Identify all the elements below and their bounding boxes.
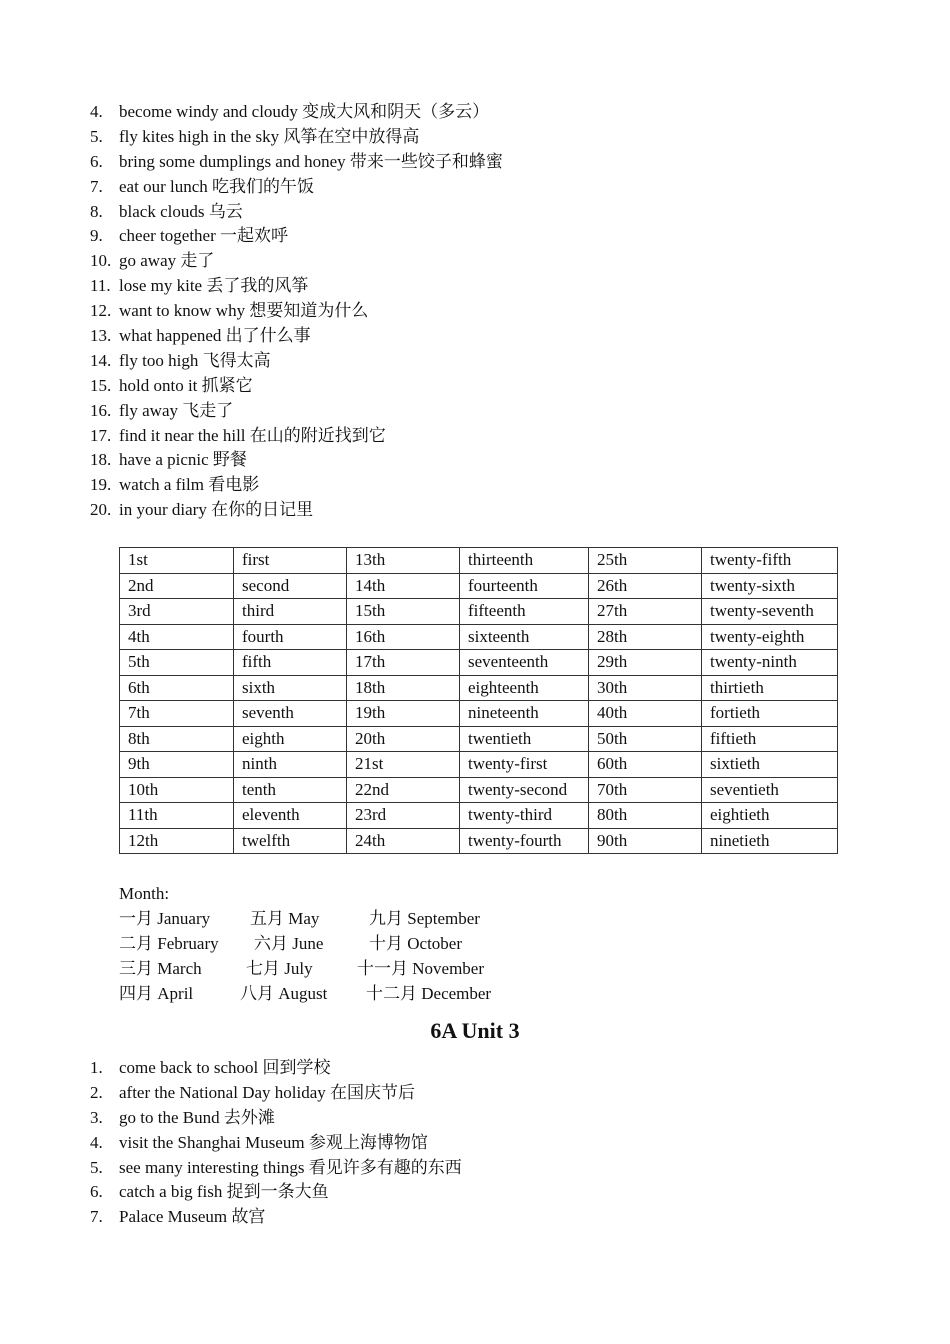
list-item	[90, 424, 503, 449]
table-cell: fifteenth	[460, 599, 589, 625]
table-cell: 6th	[120, 675, 234, 701]
item-number: 14.	[90, 350, 112, 370]
item-text: become windy and cloudy 变成大风和阴天（多云）	[119, 102, 490, 121]
month-entry: 三月 March	[119, 959, 202, 978]
table-cell: 26th	[589, 573, 702, 599]
item-text: black clouds 乌云	[119, 201, 243, 221]
table-cell: sixth	[234, 675, 347, 701]
table-row	[120, 650, 838, 676]
item-number: 7.	[90, 176, 103, 196]
table-cell: sixteenth	[460, 624, 589, 650]
list-item	[90, 1180, 462, 1205]
month-entry: 一月 January	[119, 909, 211, 928]
item-text: go away 走了	[119, 251, 215, 271]
month-entry: 九月 September	[369, 909, 480, 928]
month-entry: 十月 October	[369, 934, 463, 953]
table-cell: 90th	[589, 828, 702, 854]
table-cell: 24th	[347, 828, 460, 854]
item-text: hold onto it 抓紧它	[119, 375, 253, 395]
table-cell: 10th	[120, 777, 234, 803]
item-number: 10.	[90, 251, 112, 271]
item-text: come back to school 回到学校	[119, 1058, 331, 1077]
list-item	[90, 1081, 462, 1106]
month-entry: 八月 August	[240, 984, 328, 1003]
table-cell: third	[234, 599, 347, 625]
month-entry: 六月 June	[254, 934, 324, 953]
table-cell: fifth	[234, 650, 347, 676]
table-cell: 19th	[347, 701, 460, 727]
item-text: eat our lunch 吃我们的午饭	[119, 176, 314, 196]
table-cell: fiftieth	[702, 726, 838, 752]
table-row	[120, 752, 838, 778]
table-cell: 22nd	[347, 777, 460, 803]
item-text: see many interesting things 看见许多有趣的东西	[119, 1157, 462, 1177]
table-cell: 80th	[589, 803, 702, 829]
table-row	[120, 599, 838, 625]
table-cell: twenty-second	[460, 777, 589, 803]
table-cell: 15th	[347, 599, 460, 625]
table-cell: fourteenth	[460, 573, 589, 599]
table-cell: nineteenth	[460, 701, 589, 727]
list-item	[90, 374, 503, 399]
item-text: after the National Day holiday 在国庆节后	[119, 1082, 416, 1102]
table-cell: twenty-seventh	[702, 599, 838, 625]
table-cell: eightieth	[702, 803, 838, 829]
item-text: bring some dumplings and honey 带来一些饺子和蜂蜜	[119, 151, 503, 171]
list-item	[90, 349, 503, 374]
item-number: 11.	[90, 276, 111, 296]
table-cell: 28th	[589, 624, 702, 650]
table-cell: tenth	[234, 777, 347, 803]
item-number: 6.	[90, 1182, 103, 1202]
item-number: 9.	[90, 226, 103, 246]
item-number: 15.	[90, 375, 112, 395]
table-row	[120, 573, 838, 599]
table-cell: 16th	[347, 624, 460, 650]
table-cell: 3rd	[120, 599, 234, 625]
table-cell: first	[234, 548, 347, 574]
table-cell: 70th	[589, 777, 702, 803]
month-entry: 五月 May	[250, 909, 320, 928]
table-cell: 50th	[589, 726, 702, 752]
table-cell: twenty-fourth	[460, 828, 589, 854]
table-cell: 13th	[347, 548, 460, 574]
table-cell: 12th	[120, 828, 234, 854]
table-cell: 17th	[347, 650, 460, 676]
item-text: have a picnic 野餐	[119, 450, 247, 470]
item-number: 6.	[90, 151, 103, 171]
item-text: lose my kite 丢了我的风筝	[119, 276, 309, 296]
table-cell: sixtieth	[702, 752, 838, 778]
item-number: 16.	[90, 400, 112, 420]
item-number: 17.	[90, 425, 112, 445]
table-cell: 30th	[589, 675, 702, 701]
list-item	[90, 224, 503, 249]
table-cell: 23rd	[347, 803, 460, 829]
table-cell: 9th	[120, 752, 234, 778]
table-cell: twenty-first	[460, 752, 589, 778]
ordinal-numbers-table	[119, 547, 838, 854]
item-number: 13.	[90, 326, 112, 346]
table-cell: seventieth	[702, 777, 838, 803]
table-cell: fortieth	[702, 701, 838, 727]
table-cell: 8th	[120, 726, 234, 752]
table-cell: twenty-fifth	[702, 548, 838, 574]
table-cell: 20th	[347, 726, 460, 752]
table-cell: second	[234, 573, 347, 599]
table-cell: 25th	[589, 548, 702, 574]
item-number: 12.	[90, 301, 112, 321]
item-number: 5.	[90, 1157, 103, 1177]
unit3-phrase-list	[90, 1056, 462, 1230]
table-cell: thirteenth	[460, 548, 589, 574]
item-text: watch a film 看电影	[119, 475, 260, 495]
table-cell: ninetieth	[702, 828, 838, 854]
table-row	[120, 777, 838, 803]
item-text: what happened 出了什么事	[119, 326, 311, 346]
table-row	[120, 624, 838, 650]
list-item	[90, 399, 503, 424]
table-cell: 21st	[347, 752, 460, 778]
table-row	[120, 803, 838, 829]
table-cell: twenty-third	[460, 803, 589, 829]
item-number: 3.	[90, 1107, 103, 1127]
table-cell: eighteenth	[460, 675, 589, 701]
item-text: go to the Bund 去外滩	[119, 1107, 275, 1127]
table-cell: fourth	[234, 624, 347, 650]
list-item	[90, 125, 503, 150]
list-item	[90, 498, 503, 523]
list-item	[90, 448, 503, 473]
table-row	[120, 675, 838, 701]
item-text: Palace Museum 故宫	[119, 1207, 266, 1227]
item-number: 7.	[90, 1207, 103, 1227]
table-cell: 7th	[120, 701, 234, 727]
item-number: 2.	[90, 1082, 103, 1102]
item-text: fly away 飞走了	[119, 400, 234, 420]
table-cell: 40th	[589, 701, 702, 727]
unit-title: 6A Unit 3	[430, 1018, 520, 1043]
item-text: want to know why 想要知道为什么	[119, 301, 369, 321]
list-item	[90, 299, 503, 324]
table-row	[120, 726, 838, 752]
month-entry: 十一月 November	[357, 959, 485, 978]
month-entry: 十二月 December	[366, 984, 492, 1003]
month-label: Month:	[119, 884, 170, 903]
item-text: visit the Shanghai Museum 参观上海博物馆	[119, 1132, 428, 1152]
item-text: cheer together 一起欢呼	[119, 226, 288, 246]
table-cell: seventeenth	[460, 650, 589, 676]
item-number: 4.	[90, 1132, 103, 1152]
table-cell: seventh	[234, 701, 347, 727]
month-entry: 四月 April	[119, 984, 194, 1003]
table-cell: 14th	[347, 573, 460, 599]
list-item	[90, 175, 503, 200]
item-number: 20.	[90, 500, 112, 520]
table-row	[120, 701, 838, 727]
list-item	[90, 274, 503, 299]
item-text: in your diary 在你的日记里	[119, 500, 314, 520]
list-item	[90, 150, 503, 175]
table-cell: 11th	[120, 803, 234, 829]
item-text: find it near the hill 在山的附近找到它	[119, 425, 386, 445]
phrase-list-continued	[90, 100, 503, 523]
list-item	[90, 249, 503, 274]
table-cell: twenty-eighth	[702, 624, 838, 650]
table-cell: 60th	[589, 752, 702, 778]
item-number: 4.	[90, 102, 103, 121]
table-cell: twenty-sixth	[702, 573, 838, 599]
table-cell: twentieth	[460, 726, 589, 752]
list-item	[90, 100, 503, 125]
item-text: catch a big fish 捉到一条大鱼	[119, 1182, 329, 1202]
item-number: 1.	[90, 1058, 103, 1077]
list-item	[90, 473, 503, 498]
item-number: 19.	[90, 475, 112, 495]
table-cell: eighth	[234, 726, 347, 752]
item-number: 18.	[90, 450, 112, 470]
table-cell: 1st	[120, 548, 234, 574]
table-cell: ninth	[234, 752, 347, 778]
table-cell: 27th	[589, 599, 702, 625]
item-number: 5.	[90, 126, 103, 146]
list-item	[90, 1156, 462, 1181]
table-row	[120, 828, 838, 854]
list-item	[90, 1056, 462, 1081]
table-cell: 4th	[120, 624, 234, 650]
list-item	[90, 1106, 462, 1131]
table-cell: twenty-ninth	[702, 650, 838, 676]
list-item	[90, 324, 503, 349]
item-text: fly too high 飞得太高	[119, 350, 271, 370]
item-text: fly kites high in the sky 风筝在空中放得高	[119, 126, 420, 146]
list-item	[90, 1205, 462, 1230]
item-number: 8.	[90, 201, 103, 221]
table-cell: twelfth	[234, 828, 347, 854]
table-row	[120, 548, 838, 574]
table-cell: thirtieth	[702, 675, 838, 701]
table-cell: 5th	[120, 650, 234, 676]
month-entry: 七月 July	[246, 959, 313, 978]
list-item	[90, 200, 503, 225]
table-cell: 18th	[347, 675, 460, 701]
table-cell: eleventh	[234, 803, 347, 829]
table-cell: 29th	[589, 650, 702, 676]
month-entry: 二月 February	[119, 934, 219, 953]
table-cell: 2nd	[120, 573, 234, 599]
list-item	[90, 1131, 462, 1156]
